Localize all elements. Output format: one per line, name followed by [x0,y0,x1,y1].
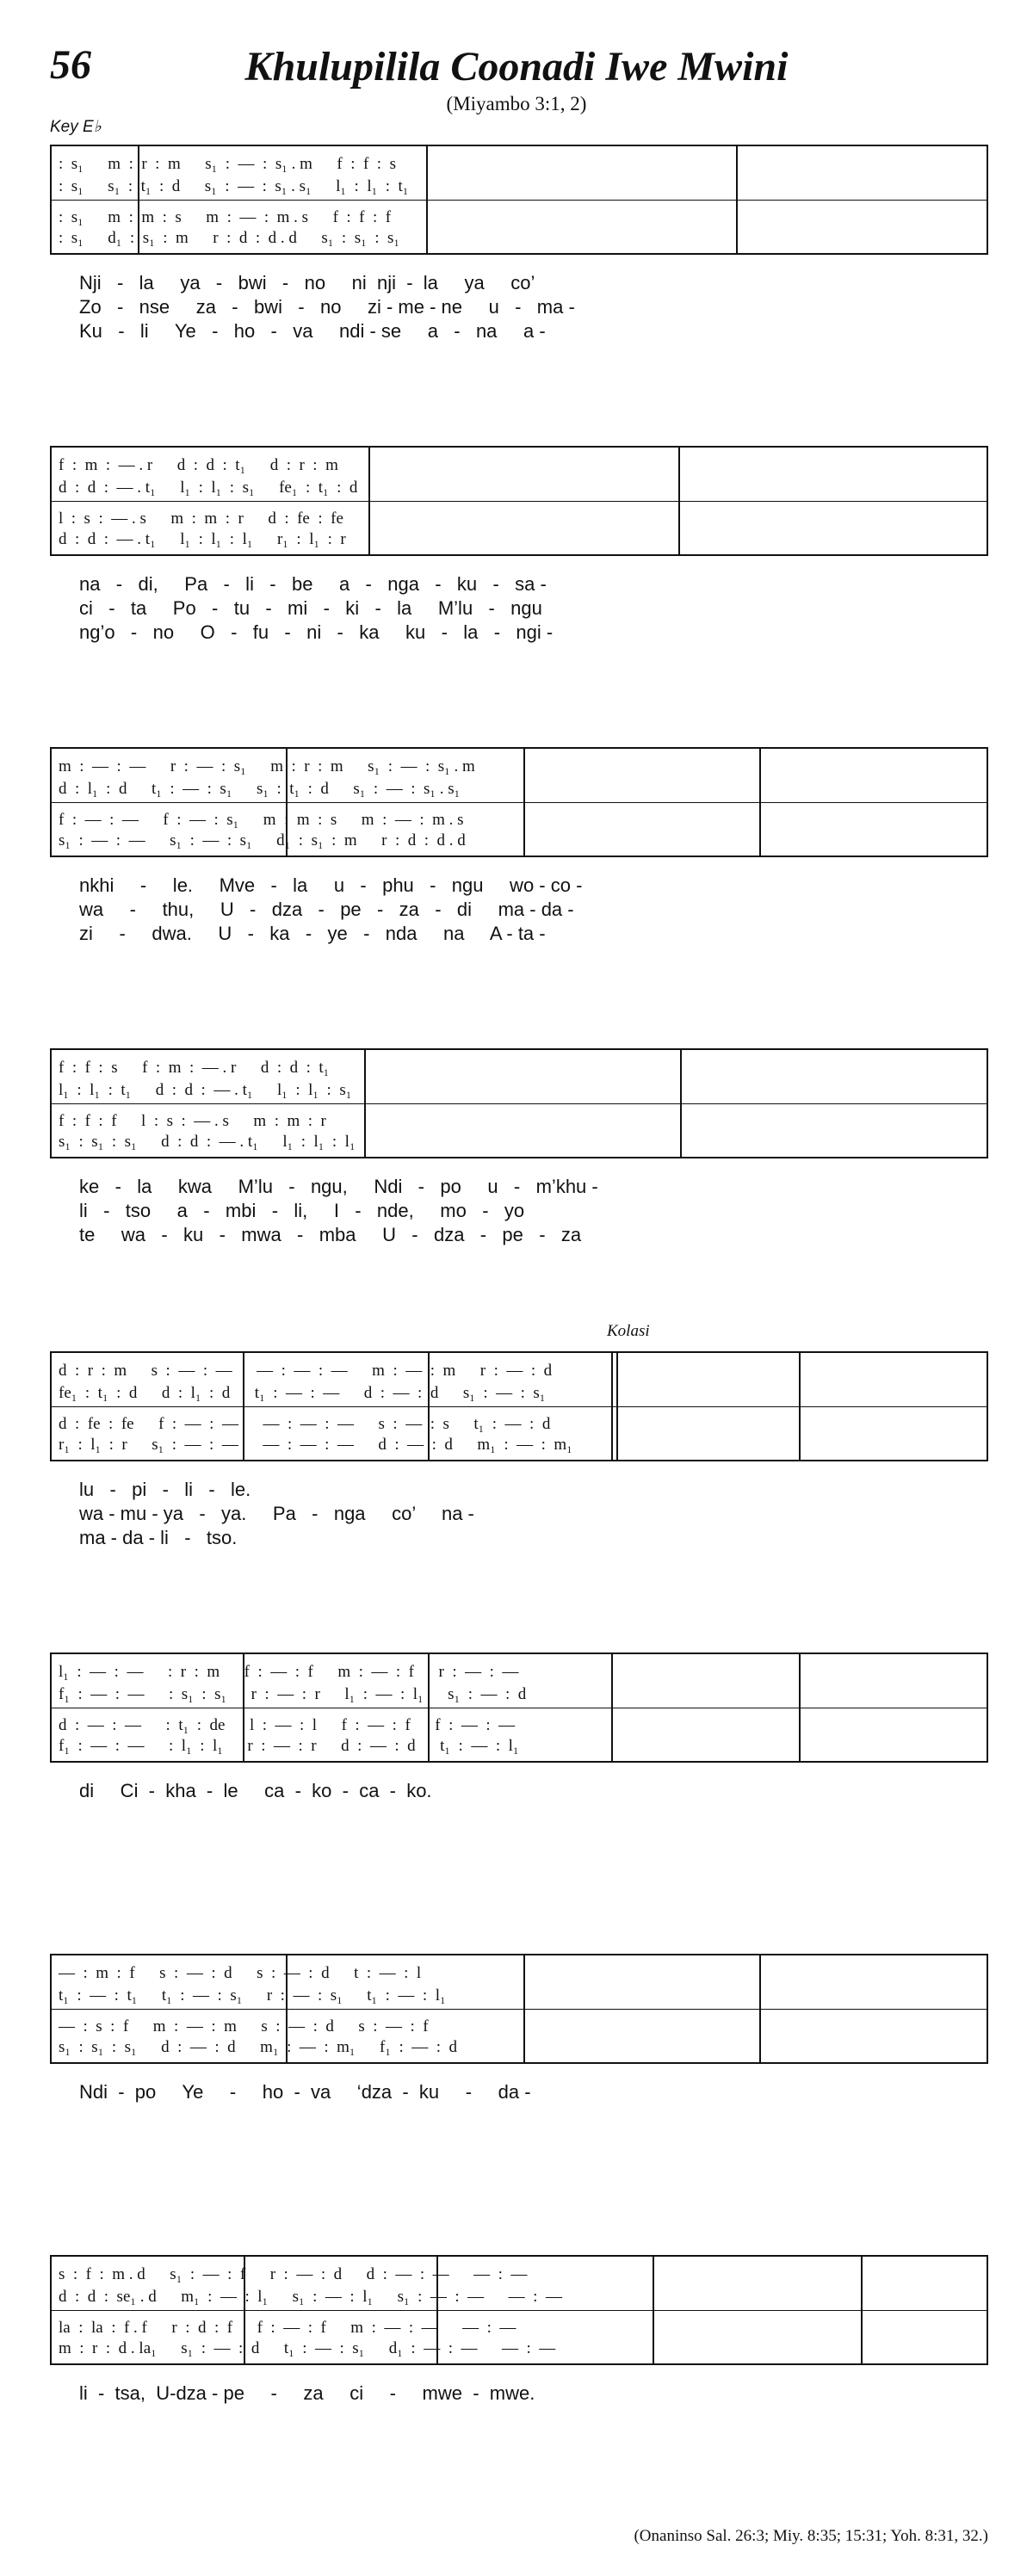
solfa-line: f₁ : — : — : s₁ : s₁ r : — : r l₁ : — : l₁ s₁ : — : d [59,1685,527,1703]
lyric-line: ke - la kwa M’lu - ngu, Ndi - po u - m’khu - [79,1176,598,1197]
solfa-line: d : d : — . t₁ l₁ : l₁ : l₁ r₁ : l₁ : r [59,530,346,548]
lyric-line: ma - da - li - tso. [79,1527,238,1548]
solfa-line: s : f : m . d s₁ : — : f r : — : d d : — : — — : — [59,2265,528,2283]
solfa-line: d : fe : fe f : — : — — : — : — s : — : s t₁ : — : d [59,1415,551,1433]
key-signature: Key E♭ [50,118,102,136]
solfa-line: — : m : f s : — : d s : — : d t : — : l [59,1964,422,1982]
lyric-line: Zo - nse za - bwi - no zi - me - ne u - ma - [79,296,575,318]
solfa-staff [50,1351,988,1461]
lyric-line: wa - mu - ya - ya. Pa - nga co’ na - [79,1503,474,1524]
voice-separator [52,802,987,803]
solfa-line: m : r : d . la₁ s₁ : — : d t₁ : — : s₁ d₁ : — : — — : — [59,2339,556,2357]
lyric-line: ci - ta Po - tu - mi - ki - la M’lu - ngu [79,597,542,619]
solfa-line: s₁ : s₁ : s₁ d : d : — . t₁ l₁ : l₁ : l₁ [59,1133,356,1151]
lyric-line: wa - thu, U - dza - pe - za - di ma - da - [79,899,574,920]
voice-separator [52,1406,987,1407]
lyric-line: li - tsa, U-dza - pe - za ci - mwe - mwe. [79,2382,535,2404]
solfa-line: d : d : — . t₁ l₁ : l₁ : s₁ fe₁ : t₁ : d [59,479,358,497]
solfa-line: : s₁ d₁ : s₁ : m r : d : d . d s₁ : s₁ : s₁ [59,229,400,247]
solfa-line: d : d : se₁ . d m₁ : — : l₁ s₁ : — : l₁ s₁ : — : — — : — [59,2288,562,2306]
solfa-line: d : r : m s : — : — — : — : — m : — : m r : — : d [59,1362,553,1380]
solfa-staff [50,747,988,857]
solfa-line: d : — : — : t₁ : de l : — : l f : — : f f : — : — [59,1716,516,1734]
solfa-line: la : la : f . f r : d : f f : — : f m : — : — — : — [59,2319,516,2337]
solfa-line: f : f : f l : s : — . s m : m : r [59,1112,326,1130]
solfa-line: f : — : — f : — : s₁ m : m : s m : — : m . s [59,811,464,829]
solfa-staff [50,446,988,556]
hymn-title: Khulupilila Coonadi Iwe Mwini [244,44,789,90]
solfa-line: d : l₁ : d t₁ : — : s₁ s₁ : t₁ : d s₁ : — : s₁ . s₁ [59,780,461,798]
kolasi-label: Kolasi [607,1322,650,1340]
voice-separator [52,1103,987,1104]
solfa-line: m : — : — r : — : s₁ m : r : m s₁ : — : s₁ . m [59,757,475,775]
solfa-staff [50,2255,988,2365]
lyric-line: Ndi - po Ye - ho - va ‘dza - ku - da - [79,2081,531,2103]
voice-separator [52,200,987,201]
solfa-line: f₁ : — : — : l₁ : l₁ r : — : r d : — : d t₁ : — : l₁ [59,1737,519,1755]
solfa-line: l₁ : l₁ : t₁ d : d : — . t₁ l₁ : l₁ : s₁ [59,1081,352,1099]
solfa-staff [50,1048,988,1158]
voice-separator [52,501,987,502]
voice-separator [52,2009,987,2010]
solfa-line: l₁ : — : — : r : m f : — : f m : — : f r : — : — [59,1663,519,1681]
lyric-line: zi - dwa. U - ka - ye - nda na A - ta - [79,923,546,944]
hymn-subtitle: (Miyambo 3:1, 2) [446,93,587,114]
lyric-line: nkhi - le. Mve - la u - phu - ngu wo - co - [79,874,583,896]
solfa-line: l : s : — . s m : m : r d : fe : fe [59,510,343,528]
solfa-line: t₁ : — : t₁ t₁ : — : s₁ r : — : s₁ t₁ : — : l₁ [59,1986,446,2005]
hymn-number: 56 [50,42,91,88]
lyric-line: Nji - la ya - bwi - no ni nji - la ya co’ [79,272,535,293]
lyric-line: lu - pi - li - le. [79,1479,251,1500]
lyric-line: na - di, Pa - li - be a - nga - ku - sa - [79,573,547,595]
lyric-line: li - tso a - mbi - li, I - nde, mo - yo [79,1200,525,1221]
solfa-staff [50,1954,988,2064]
solfa-line: : s₁ s₁ : t₁ : d s₁ : — : s₁ . s₁ l₁ : l₁ : t₁ [59,177,409,195]
solfa-staff [50,1652,988,1763]
voice-separator [52,2310,987,2311]
solfa-line: r₁ : l₁ : r s₁ : — : — — : — : — d : — : d m₁ : — : m₁ [59,1436,572,1454]
scripture-references: (Onaninso Sal. 26:3; Miy. 8:35; 15:31; Yoh. 8:31, 32.) [634,2527,988,2545]
solfa-line: fe₁ : t₁ : d d : l₁ : d t₁ : — : — d : — : d s₁ : — : s₁ [59,1384,546,1402]
lyric-line: Ku - li Ye - ho - va ndi - se a - na a - [79,320,546,342]
solfa-staff [50,145,988,255]
solfa-line: : s₁ m : r : m s₁ : — : s₁ . m f : f : s [59,155,396,173]
lyric-line: ng’o - no O - fu - ni - ka ku - la - ngi - [79,621,554,643]
solfa-line: s₁ : — : — s₁ : — : s₁ d₁ : s₁ : m r : d : d . d [59,831,466,849]
solfa-line: s₁ : s₁ : s₁ d : — : d m₁ : — : m₁ f₁ : — : d [59,2038,458,2056]
solfa-line: f : m : — . r d : d : t₁ d : r : m [59,456,338,474]
solfa-line: f : f : s f : m : — . r d : d : t₁ [59,1059,330,1077]
solfa-line: — : s : f m : — : m s : — : d s : — : f [59,2017,429,2035]
lyric-line: te wa - ku - mwa - mba U - dza - pe - za [79,1224,582,1245]
solfa-line: : s₁ m : m : s m : — : m . s f : f : f [59,208,392,226]
lyric-line: di Ci - kha - le ca - ko - ca - ko. [79,1780,432,1801]
